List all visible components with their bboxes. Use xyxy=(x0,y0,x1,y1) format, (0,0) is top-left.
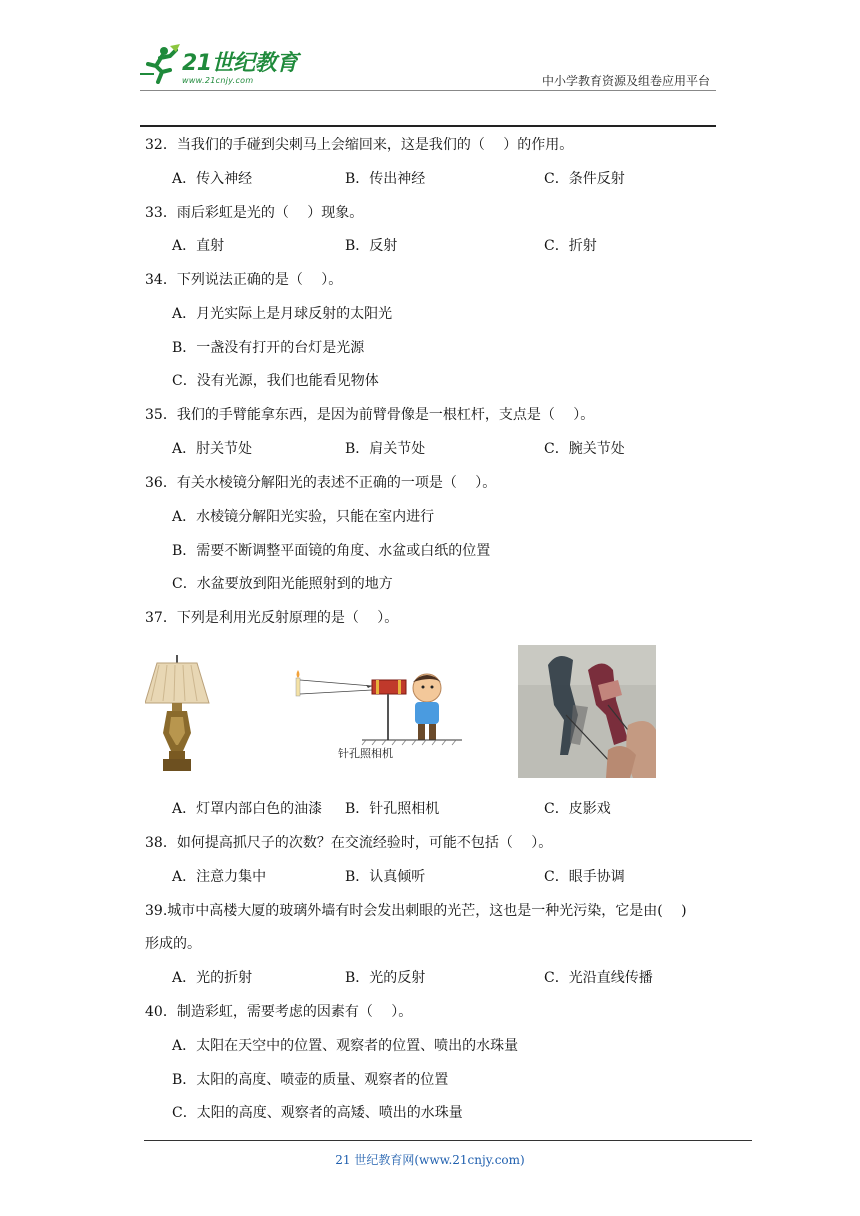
question-37: 37．下列是利用光反射原理的是（ ）。 xyxy=(145,610,399,626)
question-39-line2: 形成的。 xyxy=(145,936,201,952)
q34-option-c: C．没有光源，我们也能看见物体 xyxy=(172,373,379,389)
q32-option-a: A．传入神经 xyxy=(172,171,253,187)
content-top-rule xyxy=(140,125,716,127)
q32-option-b: B．传出神经 xyxy=(345,171,426,187)
footer-rule xyxy=(144,1140,752,1141)
logo-url: www.21cnjy.com xyxy=(182,76,254,85)
logo-text: 21世纪教育 xyxy=(182,51,298,76)
question-40: 40．制造彩虹，需要考虑的因素有（ ）。 xyxy=(145,1004,413,1020)
q37-option-c: C．皮影戏 xyxy=(544,801,611,817)
table-lamp-image xyxy=(145,655,213,775)
q33-option-c: C．折射 xyxy=(544,238,597,254)
footer-link[interactable]: 21 世纪教育网(www.21cnjy.com) xyxy=(335,1153,525,1167)
question-39-line1: 39.城市中高楼大厦的玻璃外墙有时会发出刺眼的光芒，这也是一种光污染，它是由( ) xyxy=(145,903,687,919)
q34-option-b: B．一盏没有打开的台灯是光源 xyxy=(172,340,365,356)
q40-option-b: B．太阳的高度、喷壶的质量、观察者的位置 xyxy=(172,1072,449,1088)
q39-option-b: B．光的反射 xyxy=(345,970,426,986)
q33-option-a: A．直射 xyxy=(172,238,225,254)
q38-option-b: B．认真倾听 xyxy=(345,869,426,885)
platform-label: 中小学教育资源及组卷应用平台 xyxy=(541,74,710,88)
question-36: 36．有关水棱镜分解阳光的表述不正确的一项是（ ）。 xyxy=(145,475,497,491)
q35-option-a: A．肘关节处 xyxy=(172,441,253,457)
q39-option-c: C．光沿直线传播 xyxy=(544,970,653,986)
runner-logo-icon xyxy=(140,44,182,84)
q40-option-a: A．太阳在天空中的位置、观察者的位置、喷出的水珠量 xyxy=(172,1038,519,1054)
question-38: 38．如何提高抓尺子的次数？在交流经验时，可能不包括（ ）。 xyxy=(145,835,553,851)
q37-option-b: B．针孔照相机 xyxy=(345,801,440,817)
q36-option-c: C．水盆要放到阳光能照射到的地方 xyxy=(172,576,393,592)
question-33: 33．雨后彩虹是光的（ ）现象。 xyxy=(145,205,364,221)
q38-option-a: A．注意力集中 xyxy=(172,869,267,885)
header-divider xyxy=(140,90,716,91)
question-34: 34．下列说法正确的是（ ）。 xyxy=(145,272,343,288)
q36-option-b: B．需要不断调整平面镜的角度、水盆或白纸的位置 xyxy=(172,543,491,559)
q39-option-a: A．光的折射 xyxy=(172,970,253,986)
question-35: 35．我们的手臂能拿东西，是因为前臂骨像是一根杠杆，支点是（ ）。 xyxy=(145,407,595,423)
q32-option-c: C．条件反射 xyxy=(544,171,625,187)
q40-option-c: C．太阳的高度、观察者的高矮、喷出的水珠量 xyxy=(172,1105,463,1121)
shadow-puppet-image xyxy=(518,645,656,778)
q33-option-b: B．反射 xyxy=(345,238,398,254)
pinhole-camera-image xyxy=(292,660,462,762)
q35-option-c: C．腕关节处 xyxy=(544,441,625,457)
q34-option-a: A．月光实际上是月球反射的太阳光 xyxy=(172,306,393,322)
q38-option-c: C．眼手协调 xyxy=(544,869,625,885)
site-logo xyxy=(140,44,310,90)
q36-option-a: A．水棱镜分解阳光实验，只能在室内进行 xyxy=(172,509,435,525)
q35-option-b: B．肩关节处 xyxy=(345,441,426,457)
question-32: 32．当我们的手碰到尖刺马上会缩回来，这是我们的（ ）的作用。 xyxy=(145,137,574,153)
pinhole-camera-caption: 针孔照相机 xyxy=(338,747,393,760)
q37-option-a: A．灯罩内部白色的油漆 xyxy=(172,801,323,817)
